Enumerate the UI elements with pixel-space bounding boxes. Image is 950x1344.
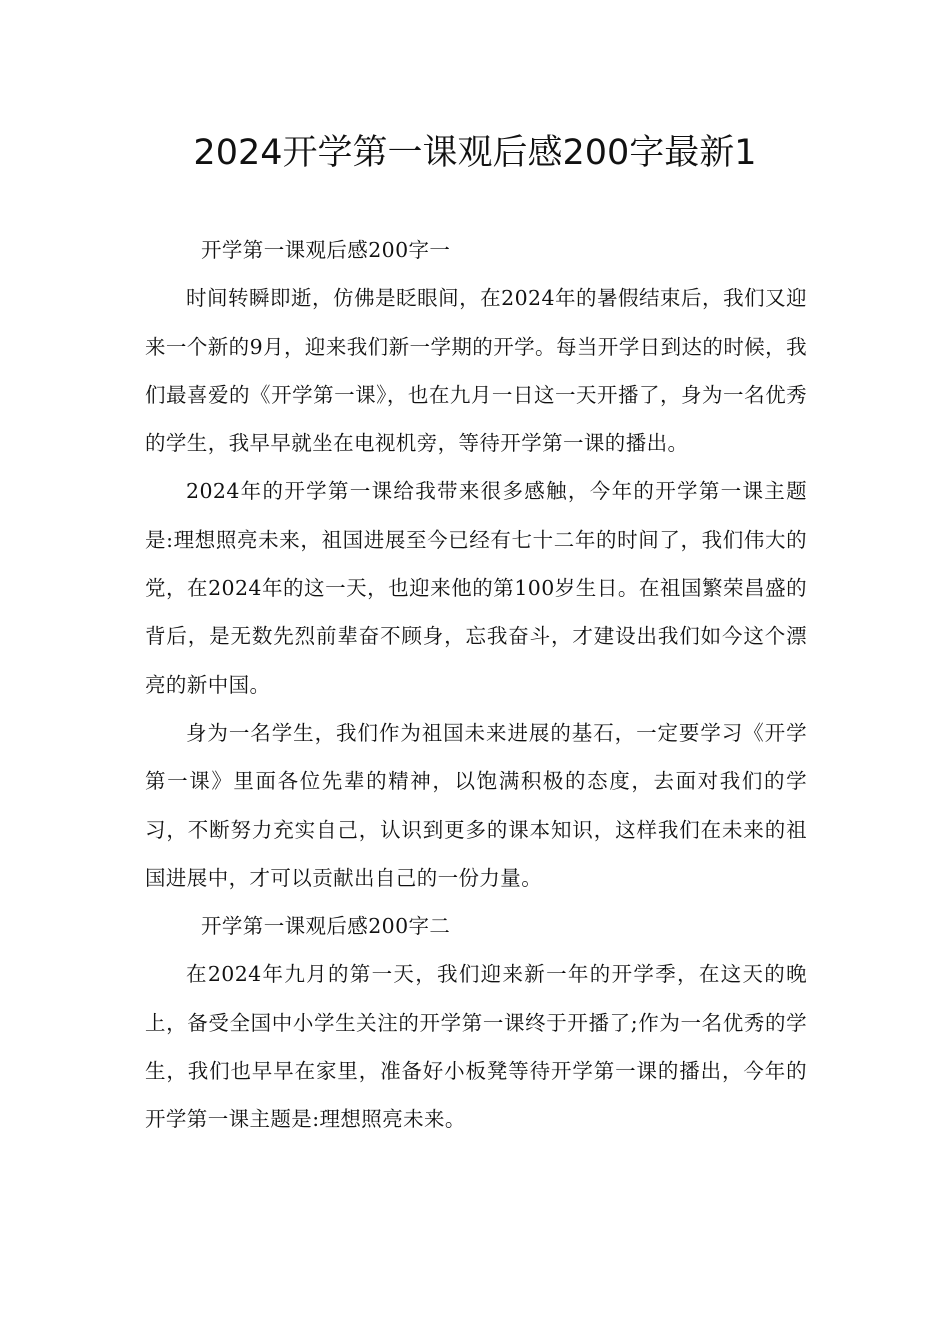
section-heading-2: 开学第一课观后感200字二 <box>201 914 451 939</box>
section-1-paragraph-2: 2024年的开学第一课给我带来很多感触，今年的开学第一课主题是:理想照亮未来，祖国进展至今已经有七十二年的时间了，我们伟大的党，在2024年的这一天，也迎来他的第100岁生日。在祖国繁荣昌盛的背后，是无数先烈前辈奋不顾身，忘我奋斗，才建设出我们如今这个漂亮的新中国。 <box>145 479 807 697</box>
document-body <box>145 226 807 1144</box>
section-2-paragraph-1: 在2024年九月的第一天，我们迎来新一年的开学季，在这天的晚上，备受全国中小学生关注的开学第一课终于开播了;作为一名优秀的学生，我们也早早在家里，准备好小板凳等待开学第一课的播出，今年的开学第一课主题是:理想照亮未来。 <box>145 962 807 1132</box>
document-title: 2024开学第一课观后感200字最新1 <box>193 133 757 173</box>
section-1-paragraph-1: 时间转瞬即逝，仿佛是眨眼间，在2024年的暑假结束后，我们又迎来一个新的9月，迎来我们新一学期的开学。每当开学日到达的时候，我们最喜爱的《开学第一课》，也在九月一日这一天开播了，身为一名优秀的学生，我早早就坐在电视机旁，等待开学第一课的播出。 <box>145 286 807 456</box>
section-1-paragraph-3: 身为一名学生，我们作为祖国未来进展的基石，一定要学习《开学第一课》里面各位先辈的精神，以饱满积极的态度，去面对我们的学习，不断努力充实自己，认识到更多的课本知识，这样我们在未来的祖国进展中，才可以贡献出自己的一份力量。 <box>145 720 807 890</box>
section-heading-1: 开学第一课观后感200字一 <box>201 238 451 262</box>
